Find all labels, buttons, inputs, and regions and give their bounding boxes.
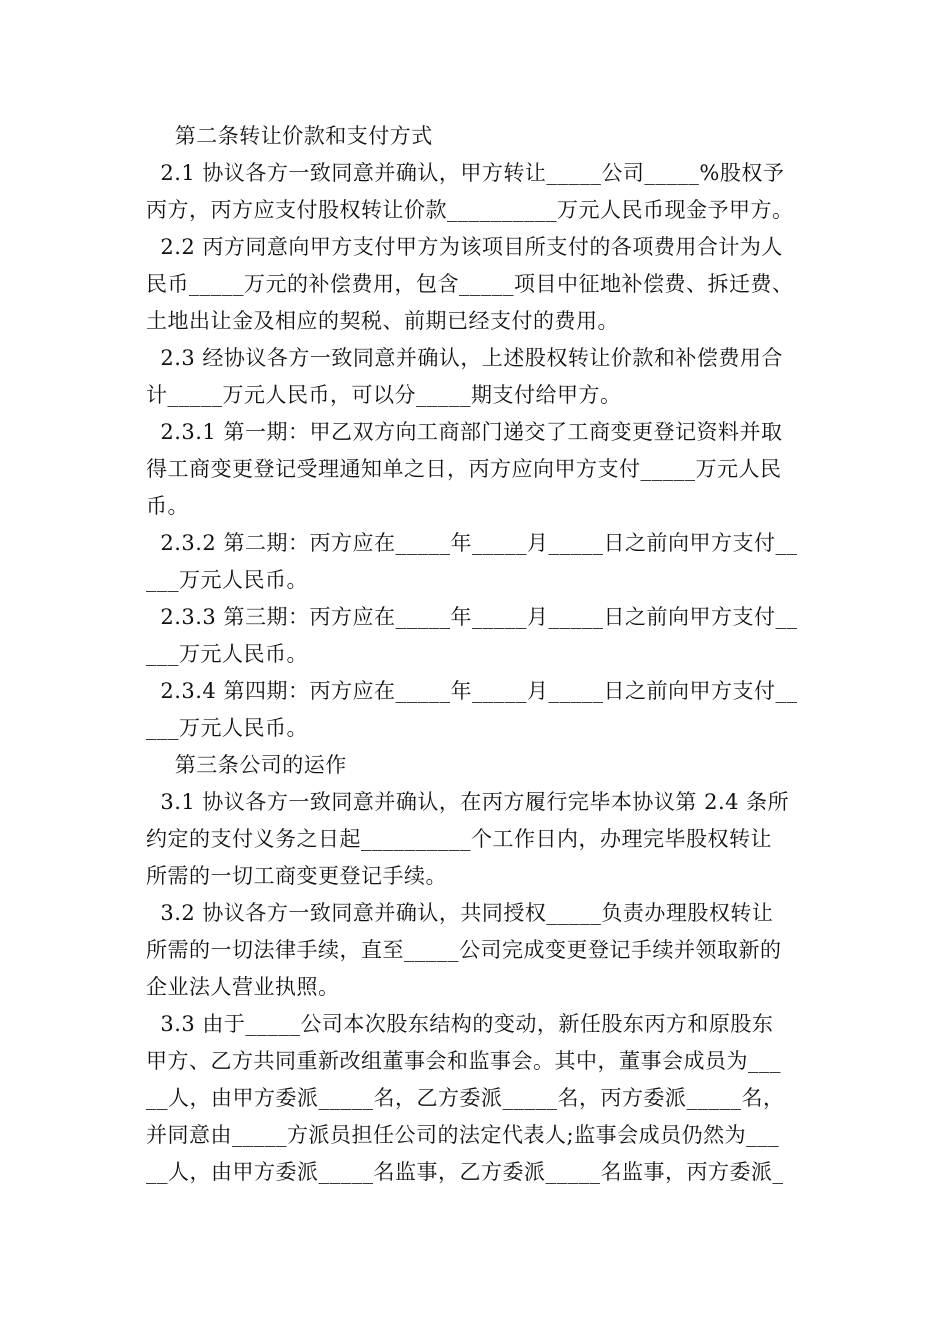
paragraph-line: 计_____万元人民币，可以分_____期支付给甲方。 <box>146 383 622 407</box>
paragraph-line: __人，由甲方委派_____名，乙方委派_____名，丙方委派_____名， <box>146 1086 785 1110</box>
section-heading: 第二条转让价款和支付方式 <box>146 124 433 148</box>
paragraph-line: 企业法人营业执照。 <box>146 975 340 999</box>
paragraph-line: 3.2 协议各方一致同意并确认，共同授权_____负责办理股权转让 <box>146 901 774 925</box>
paragraph-line: ___万元人民币。 <box>146 642 308 666</box>
paragraph-line: ___万元人民币。 <box>146 568 308 592</box>
paragraph-line: 3.1 协议各方一致同意并确认，在丙方履行完毕本协议第 2.4 条所 <box>146 790 790 814</box>
paragraph-line: 3.3 由于_____公司本次股东结构的变动，新任股东丙方和原股东 <box>146 1012 774 1036</box>
paragraph-line: 民币_____万元的补偿费用，包含_____项目中征地补偿费、拆迁费、 <box>146 272 794 296</box>
paragraph-line: ___万元人民币。 <box>146 716 308 740</box>
paragraph-line: 得工商变更登记受理通知单之日，丙方应向甲方支付_____万元人民 <box>146 457 782 481</box>
paragraph-line: 2.3.4 第四期：丙方应在_____年_____月_____日之前向甲方支付__ <box>146 679 798 703</box>
paragraph-line: 并同意由_____方派员担任公司的法定代表人;监事会成员仍然为___ <box>146 1123 780 1147</box>
paragraph-line: 2.3.1 第一期：甲乙双方向工商部门递交了工商变更登记资料并取 <box>146 420 783 444</box>
paragraph-line: 丙方，丙方应支付股权转让价款__________万元人民币现金予甲方。 <box>146 198 794 222</box>
paragraph-line: __人，由甲方委派_____名监事，乙方委派_____名监事，丙方委派_ <box>146 1160 784 1184</box>
paragraph-line: 2.2 丙方同意向甲方支付甲方为该项目所支付的各项费用合计为人 <box>146 235 783 259</box>
paragraph-line: 2.1 协议各方一致同意并确认，甲方转让_____公司_____%股权予 <box>146 161 785 185</box>
paragraph-line: 2.3 经协议各方一致同意并确认，上述股权转让价款和补偿费用合 <box>146 346 783 370</box>
paragraph-line: 所需的一切工商变更登记手续。 <box>146 864 447 888</box>
document-body <box>146 118 816 1191</box>
section-heading: 第三条公司的运作 <box>146 753 347 777</box>
paragraph-line: 土地出让金及相应的契税、前期已经支付的费用。 <box>146 309 619 333</box>
paragraph-line: 币。 <box>146 494 189 518</box>
paragraph-line: 约定的支付义务之日起__________个工作日内，办理完毕股权转让 <box>146 827 772 851</box>
paragraph-line: 2.3.2 第二期：丙方应在_____年_____月_____日之前向甲方支付__ <box>146 531 798 555</box>
paragraph-line: 所需的一切法律手续，直至_____公司完成变更登记手续并领取新的 <box>146 938 782 962</box>
paragraph-line: 2.3.3 第三期：丙方应在_____年_____月_____日之前向甲方支付__ <box>146 605 798 629</box>
paragraph-line: 甲方、乙方共同重新改组董事会和监事会。其中，董事会成员为___ <box>146 1049 781 1073</box>
